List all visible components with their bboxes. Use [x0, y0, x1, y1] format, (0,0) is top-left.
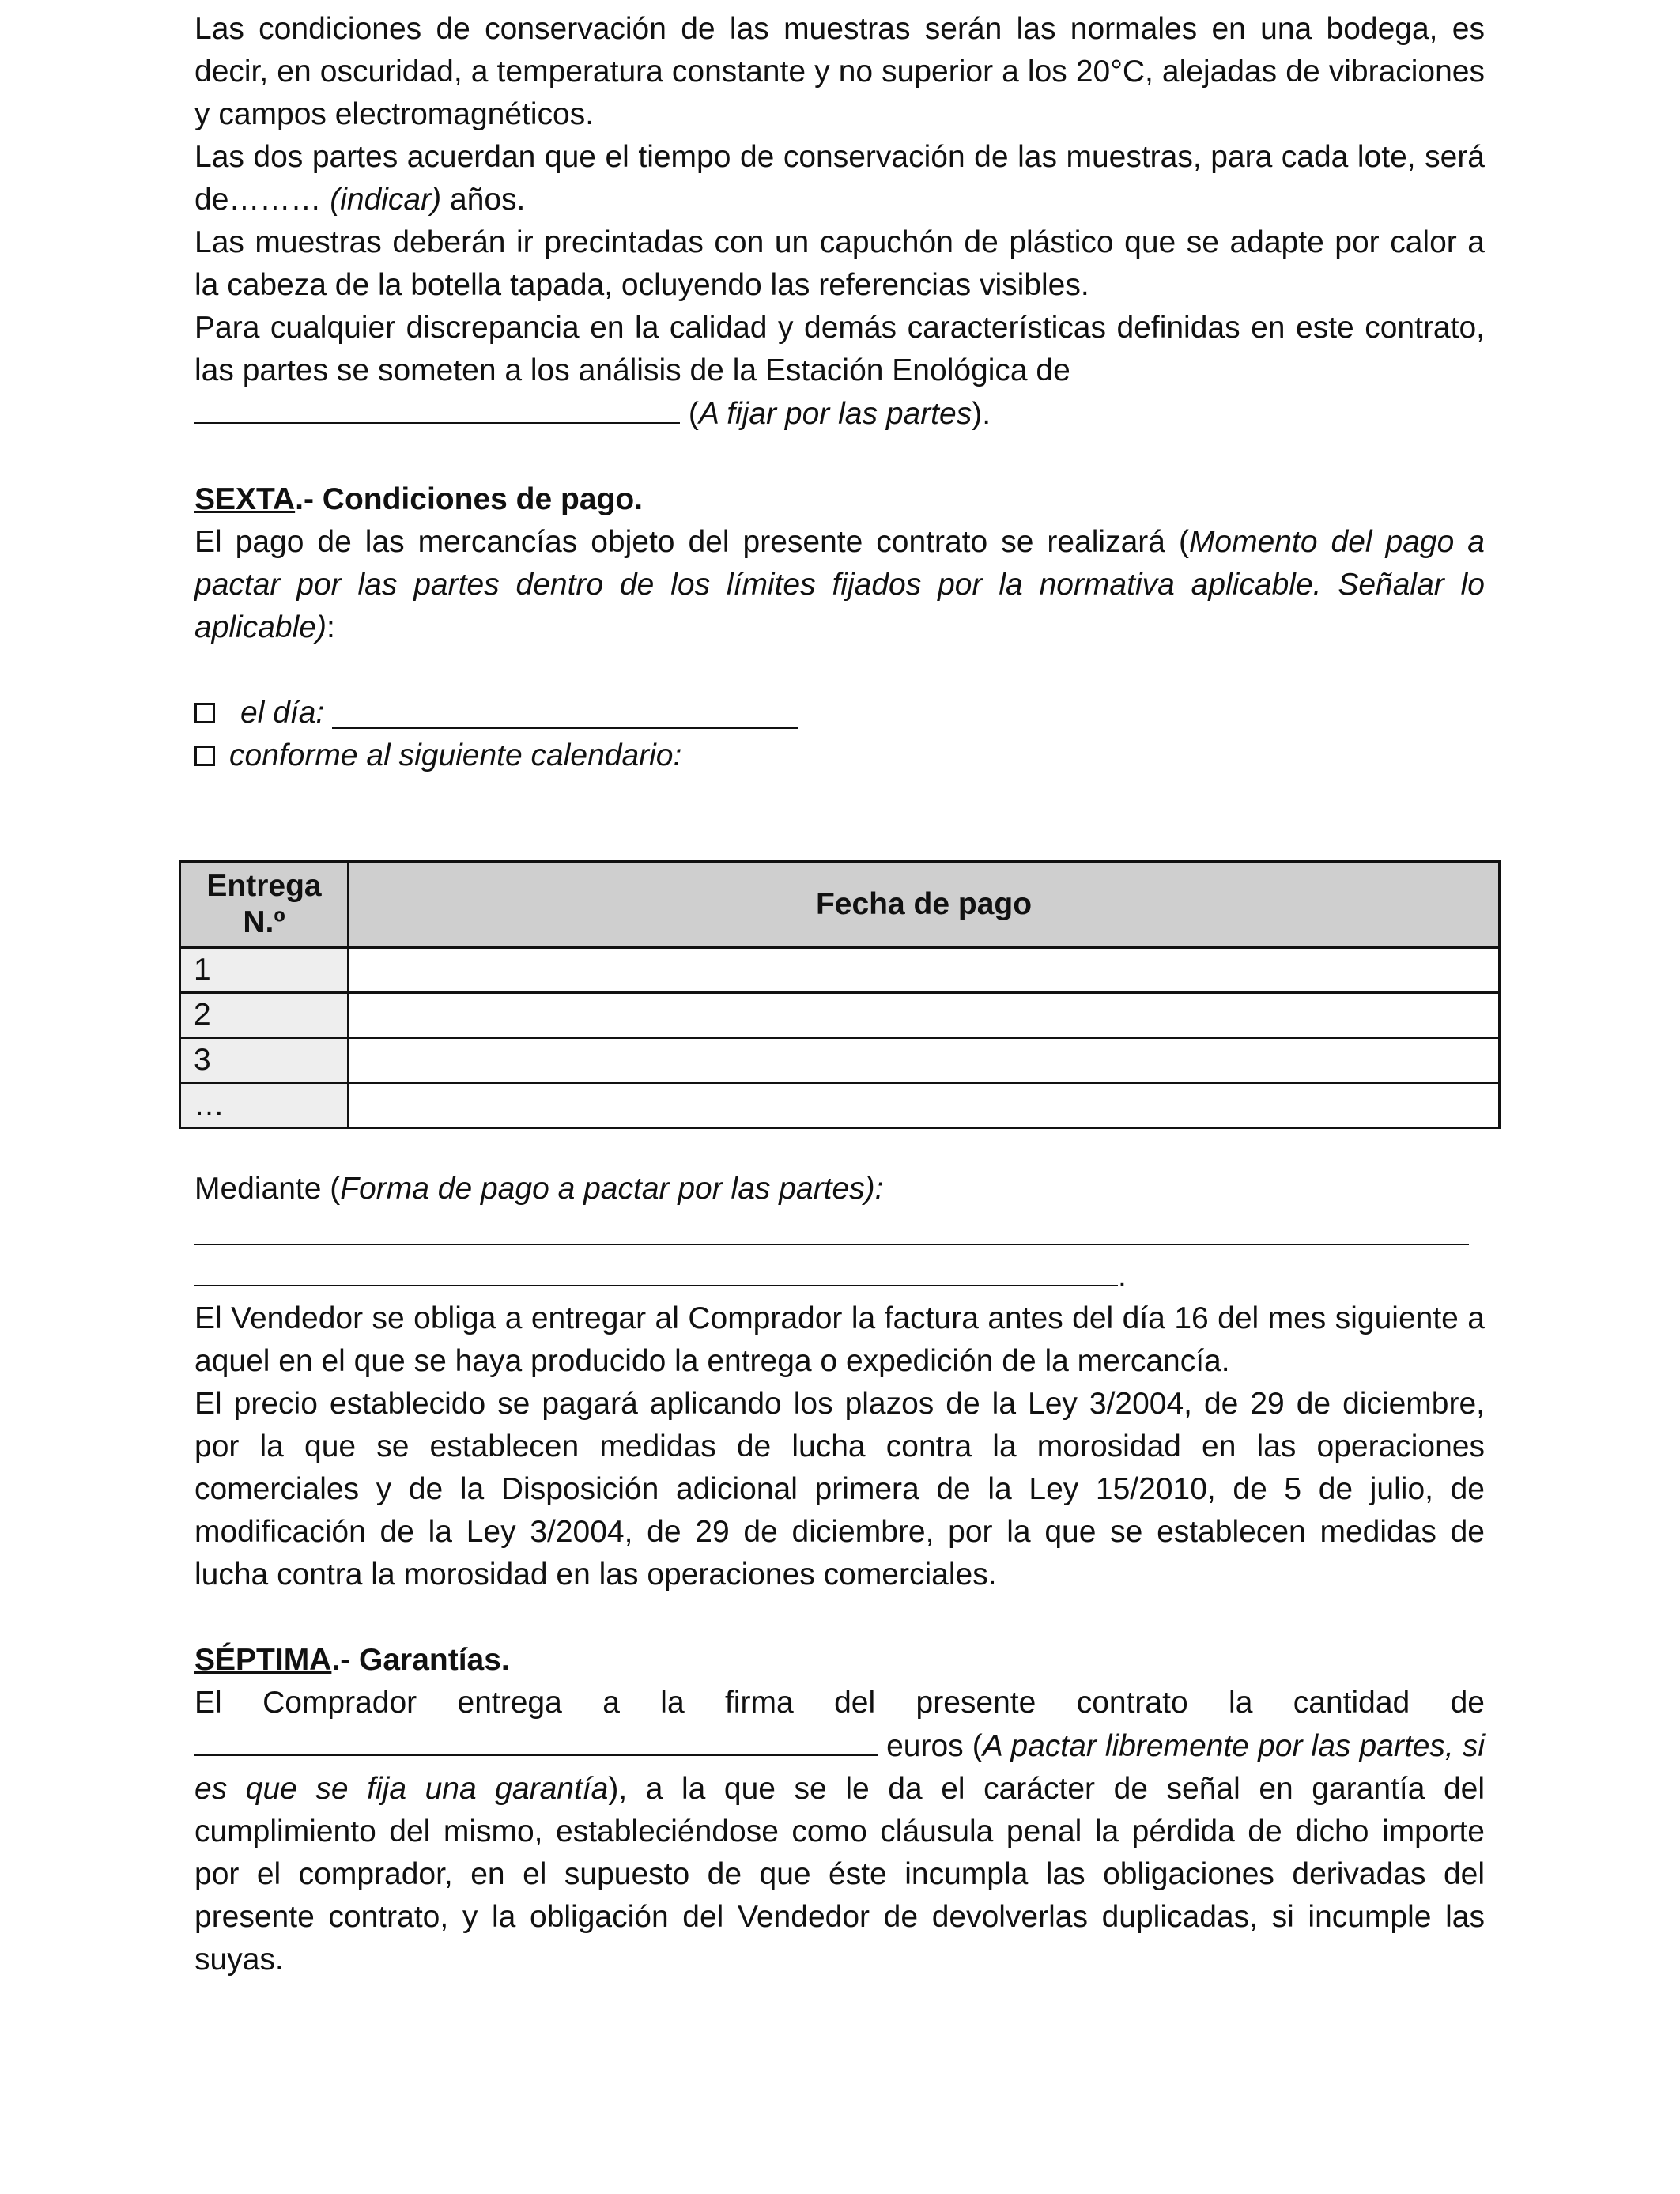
text-period: . [1118, 1259, 1127, 1293]
blank-el-dia[interactable] [332, 697, 798, 729]
text-garantia-rest: ), a la que se le da el carácter de señal en garantía del cumplimiento del mismo, estableciéndose como cláusula penal la pérdida de dicho importe por el comprador, en el supuesto de que éste incumpla las obligaciones derivadas del presente contrato, y la obligación del Vendedor de devolverlas duplicadas, si incumple las suyas. [194, 1772, 1485, 1977]
checkbox-calendario[interactable] [194, 746, 215, 766]
text-mediante: Mediante ( [194, 1172, 341, 1206]
header-fecha-pago: Fecha de pago [349, 862, 1500, 948]
paragraph-pago-intro [194, 521, 1485, 649]
text-anos: años. [449, 183, 526, 217]
payment-schedule-table [179, 860, 1501, 1129]
header-entrega: Entrega N.º [180, 862, 349, 948]
paragraph-estacion-blank [194, 392, 1485, 436]
table-header-row [180, 862, 1500, 948]
paragraph-precio: El precio establecido se pagará aplicando los plazos de la Ley 3/2004, de 29 de diciembre, por la que se establecen medidas de lucha contra la morosidad en las operaciones comerciales y de la Disposición adicional primera de la Ley 15/2010, de 5 de julio, de modificación de la Ley 3/2004, de 29 de diciembre, por la que se establecen medidas de lucha contra la morosidad en las operaciones comerciales. [194, 1387, 1485, 1592]
text-fijar-partes: A fijar por las partes [698, 397, 972, 431]
blank-cantidad-euros[interactable] [194, 1724, 878, 1756]
heading-sexta-underlined: SEXTA [194, 482, 296, 516]
blank-estacion-enologica[interactable] [194, 392, 680, 424]
paragraph-garantia-start: El Comprador entrega a la firma del presente contrato la cantidad de [194, 1686, 1485, 1720]
paragraph-precinto: Las muestras deberán ir precintadas con un capuchón de plástico que se adapte por calor a la cabeza de la botella tapada, ocluyendo las referencias visibles. [194, 225, 1485, 302]
option-el-dia[interactable] [194, 692, 1485, 734]
paragraph-conservacion: Las condiciones de conservación de las muestras serán las normales en una bodega, es decir, en oscuridad, a temperatura constante y no superior a los 20°C, alejadas de vibraciones y campos electromagnéticos. [194, 12, 1485, 131]
cell-fecha[interactable] [349, 1038, 1500, 1083]
cell-entrega: 3 [180, 1038, 349, 1083]
label-calendario: conforme al siguiente calendario: [229, 738, 682, 772]
heading-septima-underlined: SÉPTIMA [194, 1643, 332, 1677]
paragraph-factura: El Vendedor se obliga a entregar al Comprador la factura antes del día 16 del mes siguiente a aquel en el que se haya producido la entrega o expedición de la mercancía. [194, 1301, 1485, 1378]
text-tiempo-start: Las dos partes acuerdan que el tiempo de conservación de las muestras, para cada lote, será de……… [194, 140, 1485, 217]
text-forma-pago: Forma de pago a pactar por las partes): [340, 1172, 884, 1206]
paragraph-mediante [194, 1168, 1485, 1210]
text-pago-intro: El pago de las mercancías objeto del presente contrato se realizará ( [194, 525, 1189, 559]
table-row [180, 993, 1500, 1038]
table-row [180, 1083, 1500, 1128]
cell-fecha[interactable] [349, 948, 1500, 993]
cell-entrega: … [180, 1083, 349, 1128]
text-pactar-libremente: A pactar libremente por las partes, si es que se fija una garantía [194, 1729, 1485, 1806]
paragraph-discrepancia: Para cualquier discrepancia en la calidad y demás características definidas en este contrato, las partes se someten a los análisis de la Estación Enológica de [194, 311, 1485, 387]
text-momento-pago: Momento del pago a pactar por las partes dentro de los límites fijados por la normativa aplicable. Señalar lo aplicable) [194, 525, 1485, 644]
checkbox-el-dia[interactable] [194, 703, 215, 723]
table-row [180, 1038, 1500, 1083]
cell-entrega: 1 [180, 948, 349, 993]
heading-septima [194, 1639, 1485, 1682]
heading-septima-rest: .- Garantías. [331, 1643, 510, 1677]
text-euros: euros ( [886, 1729, 983, 1763]
text-colon: : [326, 610, 335, 644]
text-indicar: (indicar) [330, 183, 442, 217]
heading-sexta-rest: .- Condiciones de pago. [295, 482, 643, 516]
text-close: ). [972, 397, 991, 431]
paragraph-tiempo [194, 136, 1485, 221]
cell-entrega: 2 [180, 993, 349, 1038]
paragraph-blank-2 [194, 1255, 1485, 1297]
document-upper [194, 8, 1485, 777]
table-row [180, 948, 1500, 993]
option-calendario[interactable] [194, 734, 1485, 777]
label-el-dia: el día: [240, 696, 325, 730]
blank-forma-pago-1[interactable] [194, 1210, 1469, 1245]
paragraph-garantia [194, 1724, 1485, 1981]
cell-fecha[interactable] [349, 993, 1500, 1038]
cell-fecha[interactable] [349, 1083, 1500, 1128]
heading-sexta [194, 478, 1485, 521]
document-lower [194, 1168, 1485, 1981]
blank-forma-pago-2[interactable] [194, 1255, 1118, 1286]
text-open-paren: ( [688, 397, 699, 431]
